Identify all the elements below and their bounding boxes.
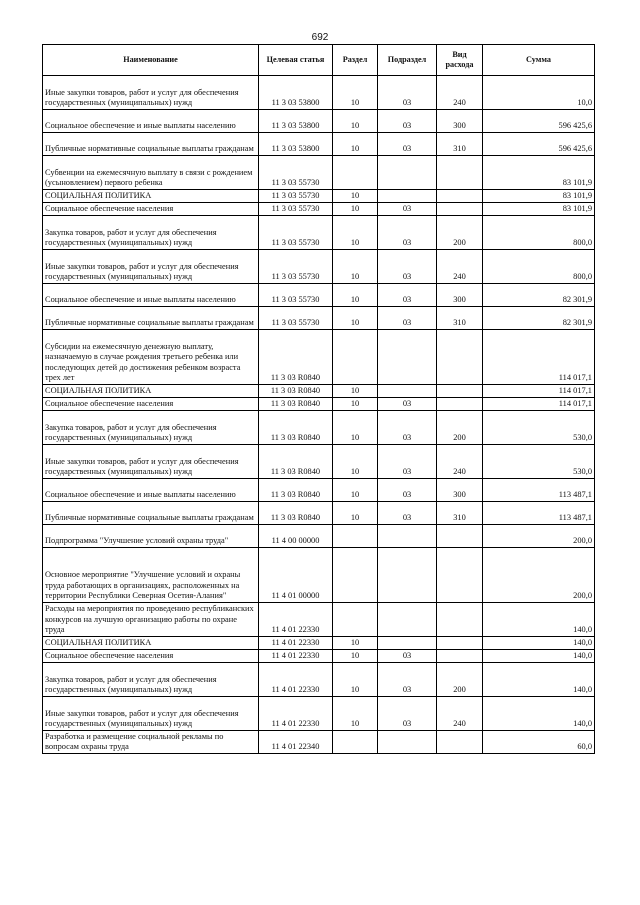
- table-header-row: [43, 45, 595, 76]
- cell-subsection: 03: [378, 650, 437, 663]
- cell-section: 10: [333, 637, 378, 650]
- table-row: [43, 697, 595, 731]
- cell-name: Социальное обеспечение и иные выплаты населению: [43, 110, 259, 133]
- cell-expense-type: 200: [437, 411, 483, 445]
- table-row: [43, 548, 595, 603]
- table-row: [43, 731, 595, 754]
- cell-section: 10: [333, 650, 378, 663]
- cell-section: [333, 156, 378, 190]
- cell-sum: 60,0: [483, 731, 595, 754]
- cell-target-article: 11 3 03 55730: [259, 216, 333, 250]
- cell-section: 10: [333, 216, 378, 250]
- cell-expense-type: 310: [437, 133, 483, 156]
- cell-sum: 10,0: [483, 76, 595, 110]
- cell-section: 10: [333, 190, 378, 203]
- cell-name: СОЦИАЛЬНАЯ ПОЛИТИКА: [43, 190, 259, 203]
- cell-name: Публичные нормативные социальные выплаты гражданам: [43, 307, 259, 330]
- cell-name: Социальное обеспечение населения: [43, 203, 259, 216]
- cell-subsection: [378, 190, 437, 203]
- cell-name: Субвенции на ежемесячную выплату в связи с рождением (усыновлением) первого ребенка: [43, 156, 259, 190]
- table-row: [43, 216, 595, 250]
- cell-sum: 113 487,1: [483, 502, 595, 525]
- cell-target-article: 11 4 01 22330: [259, 603, 333, 637]
- cell-section: 10: [333, 284, 378, 307]
- cell-section: [333, 548, 378, 603]
- cell-target-article: 11 3 03 R0840: [259, 330, 333, 385]
- cell-name: Публичные нормативные социальные выплаты гражданам: [43, 502, 259, 525]
- cell-sum: 200,0: [483, 548, 595, 603]
- header-sum: Сумма: [483, 45, 595, 76]
- cell-subsection: [378, 603, 437, 637]
- cell-subsection: 03: [378, 479, 437, 502]
- cell-sum: 83 101,9: [483, 190, 595, 203]
- cell-section: 10: [333, 445, 378, 479]
- cell-expense-type: 300: [437, 284, 483, 307]
- cell-name: Социальное обеспечение населения: [43, 650, 259, 663]
- cell-sum: 82 301,9: [483, 307, 595, 330]
- cell-sum: 140,0: [483, 637, 595, 650]
- page-number: 692: [311, 32, 329, 43]
- cell-section: 10: [333, 697, 378, 731]
- cell-subsection: [378, 731, 437, 754]
- table-row: [43, 398, 595, 411]
- cell-name: Основное мероприятие "Улучшение условий и охраны труда работающих в организациях, расположенных на территории Республики Северная Осетия-Алания": [43, 548, 259, 603]
- cell-expense-type: [437, 330, 483, 385]
- table-body: [43, 76, 595, 754]
- cell-section: 10: [333, 385, 378, 398]
- cell-sum: 530,0: [483, 411, 595, 445]
- cell-sum: 596 425,6: [483, 133, 595, 156]
- cell-section: 10: [333, 663, 378, 697]
- cell-target-article: 11 3 03 R0840: [259, 398, 333, 411]
- table-row: [43, 133, 595, 156]
- header-name: Наименование: [43, 45, 259, 76]
- cell-target-article: 11 4 01 22330: [259, 637, 333, 650]
- cell-subsection: 03: [378, 663, 437, 697]
- cell-target-article: 11 3 03 R0840: [259, 445, 333, 479]
- cell-sum: 83 101,9: [483, 203, 595, 216]
- cell-name: Социальное обеспечение и иные выплаты населению: [43, 284, 259, 307]
- cell-name: Разработка и размещение социальной рекламы по вопросам охраны труда: [43, 731, 259, 754]
- cell-subsection: 03: [378, 216, 437, 250]
- table-row: [43, 284, 595, 307]
- cell-expense-type: [437, 637, 483, 650]
- cell-name: Социальное обеспечение и иные выплаты населению: [43, 479, 259, 502]
- cell-name: Закупка товаров, работ и услуг для обеспечения государственных (муниципальных) нужд: [43, 411, 259, 445]
- cell-sum: 200,0: [483, 525, 595, 548]
- cell-target-article: 11 4 01 22330: [259, 697, 333, 731]
- cell-subsection: [378, 156, 437, 190]
- table-row: [43, 307, 595, 330]
- cell-subsection: [378, 385, 437, 398]
- cell-subsection: 03: [378, 502, 437, 525]
- cell-name: Закупка товаров, работ и услуг для обеспечения государственных (муниципальных) нужд: [43, 663, 259, 697]
- cell-section: [333, 603, 378, 637]
- cell-expense-type: 240: [437, 697, 483, 731]
- cell-section: 10: [333, 479, 378, 502]
- cell-subsection: [378, 525, 437, 548]
- cell-section: 10: [333, 133, 378, 156]
- cell-section: 10: [333, 502, 378, 525]
- table-row: [43, 411, 595, 445]
- cell-subsection: 03: [378, 203, 437, 216]
- cell-section: 10: [333, 203, 378, 216]
- cell-sum: 800,0: [483, 216, 595, 250]
- cell-subsection: 03: [378, 398, 437, 411]
- cell-sum: 83 101,9: [483, 156, 595, 190]
- cell-subsection: 03: [378, 411, 437, 445]
- cell-sum: 596 425,6: [483, 110, 595, 133]
- cell-section: 10: [333, 76, 378, 110]
- cell-expense-type: [437, 398, 483, 411]
- cell-target-article: 11 3 03 R0840: [259, 385, 333, 398]
- table-row: [43, 76, 595, 110]
- table-row: [43, 330, 595, 385]
- cell-section: 10: [333, 411, 378, 445]
- cell-expense-type: 310: [437, 307, 483, 330]
- cell-target-article: 11 3 03 55730: [259, 250, 333, 284]
- cell-name: Закупка товаров, работ и услуг для обеспечения государственных (муниципальных) нужд: [43, 216, 259, 250]
- cell-subsection: 03: [378, 76, 437, 110]
- cell-name: Иные закупки товаров, работ и услуг для обеспечения государственных (муниципальных) нужд: [43, 697, 259, 731]
- cell-name: СОЦИАЛЬНАЯ ПОЛИТИКА: [43, 637, 259, 650]
- cell-subsection: 03: [378, 110, 437, 133]
- cell-target-article: 11 3 03 53800: [259, 110, 333, 133]
- cell-section: 10: [333, 110, 378, 133]
- cell-target-article: 11 4 01 22340: [259, 731, 333, 754]
- cell-target-article: 11 4 01 22330: [259, 650, 333, 663]
- cell-expense-type: 200: [437, 216, 483, 250]
- cell-sum: 800,0: [483, 250, 595, 284]
- cell-sum: 114 017,1: [483, 398, 595, 411]
- cell-target-article: 11 3 03 55730: [259, 203, 333, 216]
- cell-sum: 140,0: [483, 697, 595, 731]
- cell-sum: 530,0: [483, 445, 595, 479]
- cell-subsection: 03: [378, 284, 437, 307]
- table-row: [43, 203, 595, 216]
- cell-name: Субсидии на ежемесячную денежную выплату, назначаемую в случае рождения третьего ребенка или последующих детей до достижения ребенком возраста трех лет: [43, 330, 259, 385]
- cell-expense-type: [437, 203, 483, 216]
- table-row: [43, 110, 595, 133]
- cell-target-article: 11 3 03 R0840: [259, 411, 333, 445]
- cell-expense-type: [437, 650, 483, 663]
- cell-expense-type: 300: [437, 110, 483, 133]
- cell-section: [333, 330, 378, 385]
- table-row: [43, 637, 595, 650]
- cell-sum: 140,0: [483, 663, 595, 697]
- header-target-article: Целевая статья: [259, 45, 333, 76]
- cell-target-article: 11 3 03 55730: [259, 307, 333, 330]
- table-row: [43, 650, 595, 663]
- cell-section: 10: [333, 307, 378, 330]
- cell-name: Иные закупки товаров, работ и услуг для обеспечения государственных (муниципальных) нужд: [43, 445, 259, 479]
- cell-target-article: 11 4 00 00000: [259, 525, 333, 548]
- cell-subsection: [378, 548, 437, 603]
- cell-target-article: 11 4 01 00000: [259, 548, 333, 603]
- cell-subsection: [378, 330, 437, 385]
- header-expense-type: Вид расхода: [437, 45, 483, 76]
- cell-name: Иные закупки товаров, работ и услуг для обеспечения государственных (муниципальных) нужд: [43, 250, 259, 284]
- cell-section: [333, 731, 378, 754]
- cell-target-article: 11 4 01 22330: [259, 663, 333, 697]
- cell-section: 10: [333, 398, 378, 411]
- cell-subsection: [378, 637, 437, 650]
- cell-subsection: 03: [378, 697, 437, 731]
- budget-table: [42, 44, 595, 754]
- cell-expense-type: [437, 525, 483, 548]
- cell-name: Подпрограмма "Улучшение условий охраны труда": [43, 525, 259, 548]
- cell-sum: 114 017,1: [483, 385, 595, 398]
- cell-expense-type: [437, 385, 483, 398]
- cell-expense-type: [437, 156, 483, 190]
- cell-subsection: 03: [378, 133, 437, 156]
- table-row: [43, 525, 595, 548]
- cell-name: Иные закупки товаров, работ и услуг для обеспечения государственных (муниципальных) нужд: [43, 76, 259, 110]
- table-row: [43, 479, 595, 502]
- cell-section: [333, 525, 378, 548]
- cell-expense-type: 300: [437, 479, 483, 502]
- cell-subsection: 03: [378, 250, 437, 284]
- table-row: [43, 385, 595, 398]
- cell-sum: 140,0: [483, 650, 595, 663]
- cell-expense-type: [437, 548, 483, 603]
- cell-target-article: 11 3 03 R0840: [259, 502, 333, 525]
- cell-name: Социальное обеспечение населения: [43, 398, 259, 411]
- cell-target-article: 11 3 03 53800: [259, 133, 333, 156]
- cell-expense-type: [437, 731, 483, 754]
- cell-target-article: 11 3 03 R0840: [259, 479, 333, 502]
- header-section: Раздел: [333, 45, 378, 76]
- cell-name: Публичные нормативные социальные выплаты гражданам: [43, 133, 259, 156]
- table-row: [43, 502, 595, 525]
- cell-expense-type: [437, 190, 483, 203]
- cell-expense-type: 240: [437, 76, 483, 110]
- cell-expense-type: 240: [437, 250, 483, 284]
- table-row: [43, 445, 595, 479]
- cell-target-article: 11 3 03 55730: [259, 284, 333, 307]
- cell-sum: 82 301,9: [483, 284, 595, 307]
- cell-target-article: 11 3 03 55730: [259, 156, 333, 190]
- table-row: [43, 190, 595, 203]
- cell-target-article: 11 3 03 55730: [259, 190, 333, 203]
- cell-expense-type: 240: [437, 445, 483, 479]
- header-subsection: Подраздел: [378, 45, 437, 76]
- cell-sum: 114 017,1: [483, 330, 595, 385]
- cell-section: 10: [333, 250, 378, 284]
- cell-sum: 140,0: [483, 603, 595, 637]
- table-row: [43, 663, 595, 697]
- cell-expense-type: [437, 603, 483, 637]
- cell-subsection: 03: [378, 307, 437, 330]
- table-row: [43, 250, 595, 284]
- cell-name: Расходы на мероприятия по проведению республиканских конкурсов на лучшую организацию работы по охране труда: [43, 603, 259, 637]
- cell-target-article: 11 3 03 53800: [259, 76, 333, 110]
- cell-sum: 113 487,1: [483, 479, 595, 502]
- table-row: [43, 156, 595, 190]
- cell-name: СОЦИАЛЬНАЯ ПОЛИТИКА: [43, 385, 259, 398]
- cell-subsection: 03: [378, 445, 437, 479]
- cell-expense-type: 200: [437, 663, 483, 697]
- table-row: [43, 603, 595, 637]
- cell-expense-type: 310: [437, 502, 483, 525]
